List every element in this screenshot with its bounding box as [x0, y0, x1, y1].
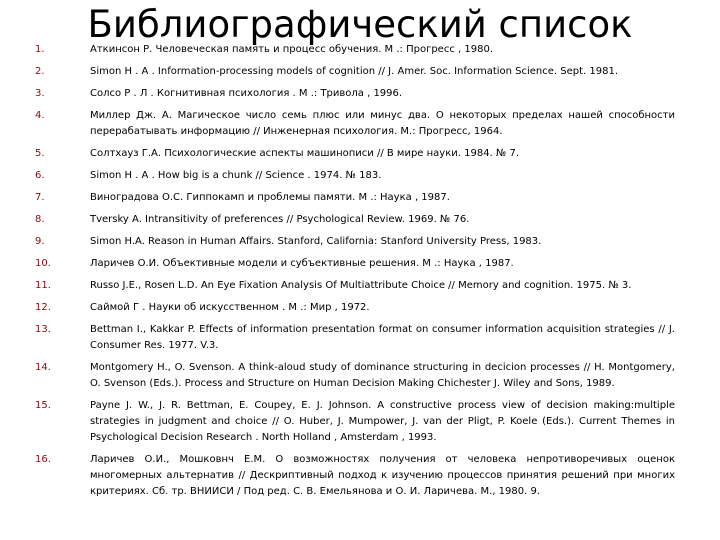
reference-item	[35, 146, 675, 162]
reference-number: 11.	[35, 280, 51, 291]
reference-text: Simon H.A. Reason in Human Affairs. Stanford, California: Stanford University Press, 1983.	[90, 236, 542, 247]
reference-number: 16.	[35, 454, 51, 465]
reference-text: Payne J. W., J. R. Bettman, E. Coupey, E. J. Johnson. A constructive process view of decision making:multiple strategies in judgment and choice // O. Huber, J. Mumpower, J. van der Pligt, P. Koele (Eds.). Current Themes in Psychological Decision Research . North Holland , Amsterdam , 1993.	[90, 400, 675, 443]
reference-text: Солсо Р . Л . Когнитивная психология . М .: Тривола , 1996.	[90, 88, 403, 99]
reference-text: Виноградова О.С. Гиппокамп и проблемы памяти. М .: Наука , 1987.	[90, 192, 450, 203]
reference-number: 12.	[35, 302, 51, 313]
reference-number: 7.	[35, 192, 45, 203]
reference-item	[35, 278, 675, 294]
reference-item	[35, 64, 675, 80]
reference-number: 3.	[35, 88, 45, 99]
reference-text: Аткинсон Р. Человеческая память и процесс обучения. М .: Прогресс , 1980.	[90, 44, 493, 55]
reference-text: Simon H . A . Information-processing models of cognition // J. Amer. Soc. Information Science. Sept. 1981.	[90, 66, 619, 77]
reference-number: 9.	[35, 236, 45, 247]
reference-text: Солтхауз Г.А. Психологические аспекты машинописи // В мире науки. 1984. № 7.	[90, 148, 520, 159]
reference-number: 4.	[35, 110, 45, 121]
reference-item	[35, 452, 675, 500]
reference-text: Simon H . A . How big is a chunk // Science . 1974. № 183.	[90, 170, 382, 181]
reference-number: 14.	[35, 362, 51, 373]
reference-item	[35, 42, 675, 58]
slide-title: Библиографический список	[87, 3, 633, 46]
reference-number: 10.	[35, 258, 51, 269]
reference-item	[35, 398, 675, 446]
reference-text: Ларичев О.И. Объективные модели и субъективные решения. М .: Наука , 1987.	[90, 258, 514, 269]
reference-number: 1.	[35, 44, 45, 55]
reference-text: Ларичев О.И., Мошковнч Е.М. О возможностях получения от человека непротиворечивых оценок многомерных альтернатив // Дескриптивный подход к изучению процессов принятия решений при многих критериях. Сб. тр. ВНИИСИ / Под ред. С. В. Емельянова и О. И. Ларичева. М., 1980. 9.	[90, 454, 675, 497]
reference-item	[35, 168, 675, 184]
reference-number: 5.	[35, 148, 45, 159]
reference-item	[35, 256, 675, 272]
reference-item	[35, 322, 675, 354]
reference-item	[35, 360, 675, 392]
reference-text: Миллер Дж. А. Магическое число семь плюс или минус два. О некоторых пределах нашей способности перерабатывать информацию // Инженерная психология. М.: Прогресс, 1964.	[90, 110, 675, 137]
reference-item	[35, 190, 675, 206]
reference-text: Montgomery H., O. Svenson. A think-aloud study of dominance structuring in decicion processes // H. Montgomery, O. Svenson (Eds.). Process and Structure on Human Decision Making Chichester J. Wiley and Sons, 1989.	[90, 362, 675, 389]
reference-list	[35, 42, 675, 506]
reference-item	[35, 108, 675, 140]
reference-item	[35, 234, 675, 250]
reference-number: 2.	[35, 66, 45, 77]
reference-number: 15.	[35, 400, 51, 411]
reference-item	[35, 300, 675, 316]
reference-number: 8.	[35, 214, 45, 225]
reference-text: Tversky A. Intransitivity of preferences // Psychological Review. 1969. № 76.	[90, 214, 470, 225]
reference-text: Bettman I., Kakkar P. Effects of information presentation format on consumer information acquisition strategies // J. Consumer Res. 1977. V.3.	[90, 324, 675, 351]
reference-item	[35, 212, 675, 228]
reference-item	[35, 86, 675, 102]
reference-number: 13.	[35, 324, 51, 335]
reference-text: Саймой Г . Науки об искусственном . М .: Мир , 1972.	[90, 302, 370, 313]
reference-number: 6.	[35, 170, 45, 181]
reference-text: Russo J.E., Rosen L.D. An Eye Fixation Analysis Of Multiattribute Choice // Memory and cognition. 1975. № 3.	[90, 280, 632, 291]
